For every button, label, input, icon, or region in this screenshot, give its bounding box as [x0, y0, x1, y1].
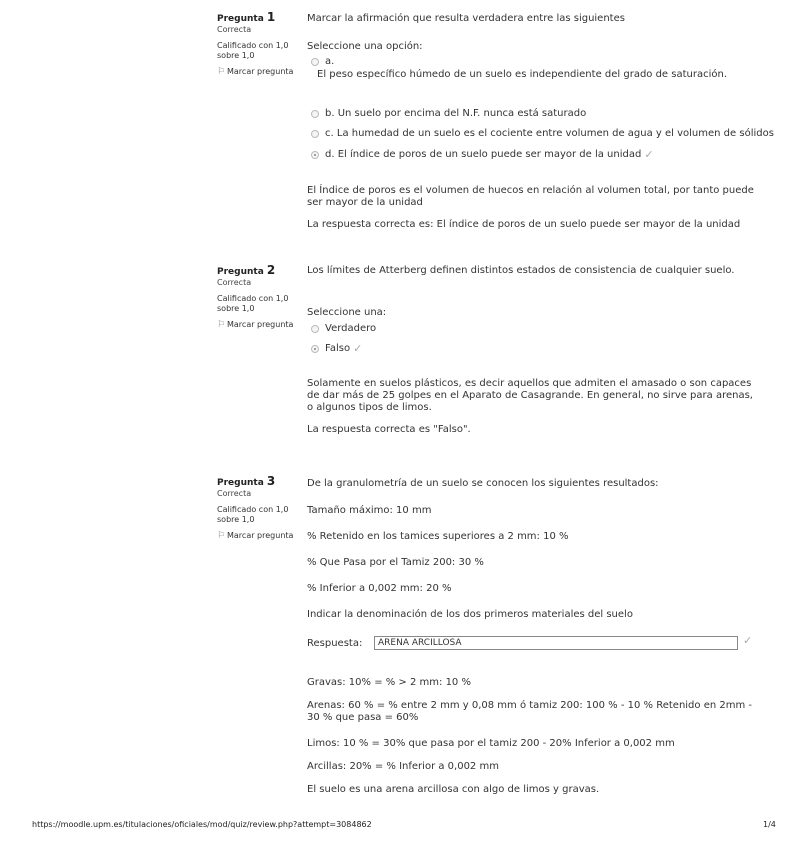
- option-b[interactable]: b. Un suelo por encima del N.F. nunca está saturado: [311, 108, 586, 120]
- correct-tick-icon: ✓: [353, 342, 363, 355]
- question-state: Correcta: [217, 278, 252, 287]
- instruction: Indicar la denominación de los dos primeros materiales del suelo: [307, 609, 633, 620]
- answer-input[interactable]: ARENA ARCILLOSA: [374, 636, 738, 650]
- feedback-line: Arenas: 60 % = % entre 2 mm y 0,08 mm ó tamiz 200: 100 % - 10 % Retenido en 2mm - 30 % que pasa = 60%: [307, 700, 752, 723]
- option-true[interactable]: Verdadero: [311, 323, 376, 335]
- right-answer: La respuesta correcta es "Falso".: [307, 424, 471, 435]
- question-state: Correcta: [217, 25, 252, 34]
- radio-button[interactable]: [311, 58, 319, 66]
- question-text: Los límites de Atterberg definen distintos estados de consistencia de cualquier suelo.: [307, 265, 735, 276]
- question-number: 2: [266, 263, 276, 277]
- question-number: 3: [266, 474, 276, 488]
- option-false[interactable]: Falso ✓: [311, 343, 362, 355]
- flag-question-link[interactable]: ⚐ Marcar pregunta: [217, 67, 294, 77]
- question-text: De la granulometría de un suelo se conocen los siguientes resultados:: [307, 478, 659, 489]
- question-info: [217, 265, 297, 330]
- right-answer: La respuesta correcta es: El índice de poros de un suelo puede ser mayor de la unidad: [307, 219, 741, 230]
- question-state: Correcta: [217, 489, 252, 498]
- question-info: [217, 476, 297, 541]
- data-line: Tamaño máximo: 10 mm: [307, 505, 432, 516]
- option-a[interactable]: a.: [311, 56, 334, 68]
- flag-icon: ⚐: [217, 67, 226, 77]
- question-label: Pregunta: [217, 14, 264, 24]
- question-grade: Calificado con 1,0 sobre 1,0: [217, 41, 289, 60]
- feedback-line: El suelo es una arena arcillosa con algo de limos y gravas.: [307, 784, 600, 795]
- radio-button[interactable]: [311, 130, 319, 138]
- feedback: El Índice de poros es el volumen de huecos en relación al volumen total, por tanto puede ser mayor de la unidad: [307, 185, 754, 208]
- flag-icon: ⚐: [217, 531, 226, 541]
- question-number: 1: [266, 10, 276, 24]
- question-grade: Calificado con 1,0 sobre 1,0: [217, 505, 289, 524]
- radio-button[interactable]: [311, 110, 319, 118]
- data-line: % Retenido en los tamices superiores a 2 mm: 10 %: [307, 531, 569, 542]
- feedback-line: Limos: 10 % = 30% que pasa por el tamiz 200 - 20% Inferior a 0,002 mm: [307, 738, 675, 749]
- option-a-text: El peso específico húmedo de un suelo es independiente del grado de saturación.: [317, 69, 728, 80]
- radio-button[interactable]: [311, 325, 319, 333]
- question-text: Marcar la afirmación que resulta verdadera entre las siguientes: [307, 13, 625, 24]
- answer-label: Respuesta:: [307, 638, 363, 649]
- prompt: Seleccione una:: [307, 307, 387, 318]
- question-label: Pregunta: [217, 478, 264, 488]
- radio-button-selected[interactable]: [311, 151, 319, 159]
- flag-question-link[interactable]: ⚐ Marcar pregunta: [217, 320, 294, 330]
- option-c[interactable]: c. La humedad de un suelo es el cociente entre volumen de agua y el volumen de sólidos: [311, 128, 774, 140]
- question-label: Pregunta: [217, 267, 264, 277]
- feedback: Solamente en suelos plásticos, es decir aquellos que admiten el amasado o son capaces de dar más de 25 golpes en el Aparato de Casagrande. En general, no sirve para arenas, o algunos tipos de limos.: [307, 378, 753, 413]
- data-line: % Inferior a 0,002 mm: 20 %: [307, 583, 452, 594]
- correct-tick-icon: ✓: [743, 634, 753, 647]
- question-info: [217, 12, 297, 77]
- question-grade: Calificado con 1,0 sobre 1,0: [217, 294, 289, 313]
- flag-icon: ⚐: [217, 320, 226, 330]
- prompt: Seleccione una opción:: [307, 41, 423, 52]
- feedback-line: Arcillas: 20% = % Inferior a 0,002 mm: [307, 761, 499, 772]
- feedback-line: Gravas: 10% = % > 2 mm: 10 %: [307, 677, 471, 688]
- correct-tick-icon: ✓: [644, 148, 654, 161]
- flag-question-link[interactable]: ⚐ Marcar pregunta: [217, 531, 294, 541]
- page-url: https://moodle.upm.es/titulaciones/oficiales/mod/quiz/review.php?attempt=3084862: [32, 820, 372, 829]
- page-number: 1/4: [763, 820, 776, 829]
- radio-button-selected[interactable]: [311, 345, 319, 353]
- option-d[interactable]: d. El índice de poros de un suelo puede ser mayor de la unidad ✓: [311, 149, 654, 161]
- data-line: % Que Pasa por el Tamiz 200: 30 %: [307, 557, 484, 568]
